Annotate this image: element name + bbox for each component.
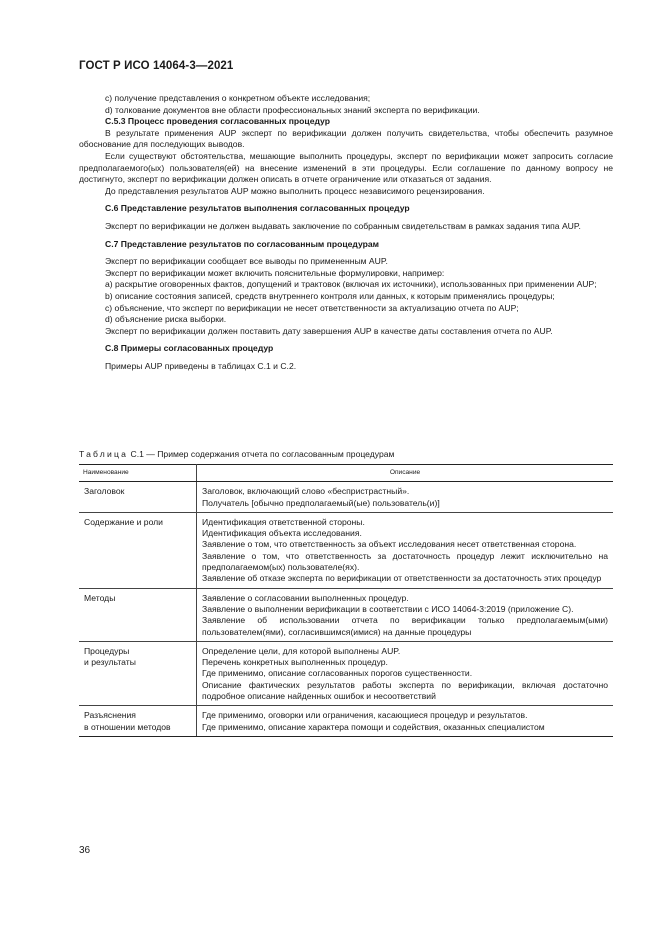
table-row [79,588,613,641]
paragraph: Эксперт по верификации должен поставить дату завершения AUP в качестве даты составления отчета по AUP. [105,325,553,336]
cell-line: Заявление о том, что ответственность за достаточность процедур лежит исключительно на предполагаемом(ых) пользователе(ях). [202,550,608,573]
list-item-a: a) раскрытие оговоренных фактов, допущений и трактовок (включая их источники), использованных при применении AUP; [105,279,597,290]
cell-line: Методы [84,592,116,603]
paragraph: В результате применения AUP эксперт по верификации должен получить свидетельства, чтобы обеспечить разумное обоснование для последующих выводов. [79,127,613,150]
cell-line: Где применимо, оговорки или ограничения, касающиеся процедур и результатов. [202,710,528,721]
cell-line: Идентификация ответственной стороны. [202,516,365,527]
row-name-cell [79,512,197,588]
column-header-name: Наименование [79,465,197,482]
list-item-d: d) толкование документов вне области профессиональных знаний эксперта по верификации. [105,104,480,115]
list-item-d: d) объяснение риска выборки. [105,314,227,325]
row-name-cell [79,588,197,641]
paragraph: Эксперт по верификации не должен выдавать заключение по собранным свидетельствам в рамках задания типа AUP. [105,220,581,231]
section-heading-c8: С.8 Примеры согласованных процедур [105,343,274,354]
document-header: ГОСТ Р ИСО 14064-3—2021 [79,60,234,72]
paragraph: Примеры AUP приведены в таблицах С.1 и С.2. [105,360,297,371]
procedures-table [79,464,613,737]
table-caption-label: Таблица [79,449,129,459]
cell-line: Процедуры [84,645,130,656]
row-description-cell [197,588,614,641]
cell-line: в отношении методов [84,721,171,732]
cell-line: Заявление об использовании отчета по верификации только предполагаемым(ыми) пользователем(ями), согласившимся(имися) на данные процедуры [202,615,608,637]
cell-line: Заявление об отказе эксперта по верификации от ответственности за достаточность этих процедур [202,573,602,584]
cell-line: и результаты [84,657,136,668]
cell-line: Заявление о выполнении верификации в соответствии с ИСО 14064-3:2019 (приложение С). [202,603,574,614]
cell-line: Идентификация объекта исследования. [202,528,362,539]
row-description-cell [197,706,614,737]
row-description-cell [197,641,614,705]
section-heading-c6: С.6 Представление результатов выполнения согласованных процедур [105,203,410,214]
row-description-cell [197,482,614,513]
row-name-cell [79,706,197,737]
section-heading-c53: С.5.3 Процесс проведения согласованных процедур [105,116,330,127]
paragraph: Эксперт по верификации может включить пояснительные формулировки, например: [105,267,445,278]
table-row [79,706,613,737]
section-heading-c7: С.7 Представление результатов по согласованным процедурам [105,238,380,249]
table-row [79,512,613,588]
cell-line: Получатель [обычно предполагаемый(ые) пользователь(и)] [202,497,440,508]
row-name-cell [79,482,197,513]
table-row [79,641,613,705]
list-item-c: c) получение представления о конкретном объекте исследования; [105,93,371,103]
table-caption [79,449,394,461]
table-caption-text: С.1 — Пример содержания отчета по согласованным процедурам [130,449,395,459]
paragraph: Эксперт по верификации сообщает все выводы по примененным AUP. [105,256,388,267]
cell-line: Заявление о согласовании выполненных процедур. [202,592,409,603]
table-header-row [79,465,613,482]
cell-line: Содержание и роли [84,516,163,527]
document-body [79,93,613,372]
row-name-cell [79,641,197,705]
cell-line: Заголовок [84,486,125,497]
cell-line: Заявление о том, что ответственность за объект исследования несет ответственная сторона. [202,539,577,550]
list-item-c: c) объяснение, что эксперт по верификации не несет ответственности за актуализацию отчета по AUP; [105,302,519,313]
cell-line: Определение цели, для которой выполнены AUP. [202,645,401,656]
cell-line: Перечень конкретных выполненных процедур. [202,657,388,668]
row-description-cell [197,512,614,588]
table-row [79,482,613,513]
cell-line: Разъяснения [84,710,136,721]
cell-line: Заголовок, включающий слово «беспристрастный». [202,486,410,497]
paragraph: До представления результатов AUP можно выполнить процесс независимого рецензирования. [105,185,485,196]
cell-line: Где применимо, описание характера помощи и содействия, оказанных специалистом [202,721,545,732]
cell-line: Где применимо, описание согласованных порогов существенности. [202,668,473,679]
page-number: 36 [79,845,91,856]
column-header-description: Описание [197,465,614,482]
cell-line: Описание фактических результатов работы эксперта по верификации, включая достаточно подробное описание найденных ошибок и несоответствий [202,679,608,702]
paragraph: Если существуют обстоятельства, мешающие выполнить процедуры, эксперт по верификации может запросить согласие предполагаемого(ых) пользователя(ей) на внесение изменений в эти процедуры. Если соглашение по данному вопросу не достигнуто, эксперт по верификации должен описать в отчете ограничение или отказаться от задания. [79,150,613,185]
list-item-b: b) описание состояния записей, средств внутреннего контроля или данных, к которым применялись процедуры; [105,290,555,301]
